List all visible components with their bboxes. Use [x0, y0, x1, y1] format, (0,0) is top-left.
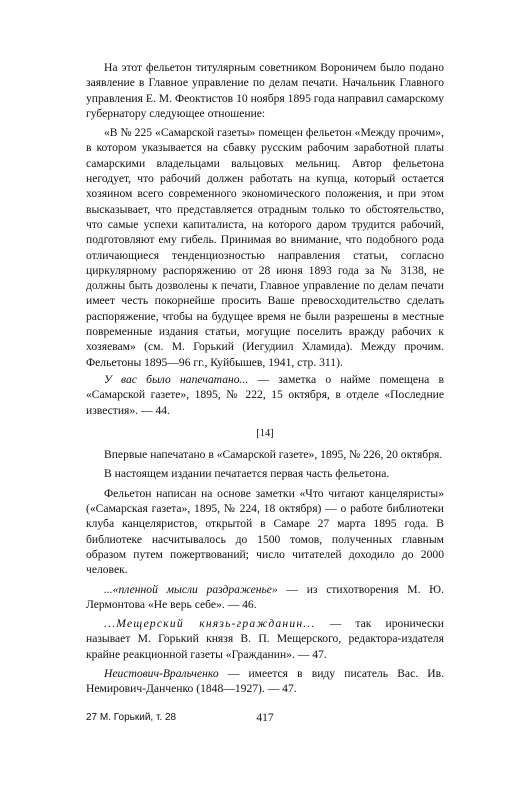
- note-term: ...Мещерский князь-гражданин...: [104, 617, 316, 631]
- paragraph-intro: На этот фельетон титулярным советником Вороничем было подано заявление в Главное управление по делам печати. Начальник Главного управления Е. М. Феоктистов 10 ноября 1895 года направил самарскому губернатору следующее отношение:: [86, 61, 444, 120]
- note-body: — имеется в виду писатель Вас. Ив. Немирович-Данченко (1848—1927). — 47.: [86, 666, 444, 696]
- note-term: Неистович-Вральченко: [104, 666, 219, 680]
- note-term: ...«пленной мысли раздраженье»: [104, 582, 278, 596]
- section-number: [14]: [256, 427, 274, 439]
- page-number: 417: [256, 712, 274, 724]
- note-body: — так иронически называет М. Горький князя В. П. Мещерского, редактора-издателя крайне реакционной газеты «Гражданин». — 47.: [86, 617, 444, 661]
- note-term: У вас было напечатано...: [104, 372, 249, 386]
- paragraph-first-published: Впервые напечатано в «Самарской газете», 1895, № 226, 20 октября.: [104, 448, 443, 462]
- paragraph-note-44: [86, 372, 444, 418]
- paragraph-basis: Фельетон написан на основе заметки «Что читают канцеляристы» («Самарская газета», 1895, № 224, 18 октября) — о работе библиотеки клуба канцеляристов, открытой в Самаре 27 марта 1895 года. В библиотеке насчитывалось до 1500 томов, полученных главным образом путем пожертвований; число читателей доходило до 2000 человек.: [86, 486, 444, 577]
- page-footer: [86, 712, 444, 728]
- paragraph-quote: «В № 225 «Самарской газеты» помещен фельетон «Между прочим», в котором указывается на сбавку русским рабочим заработной платы самарскими владельцами вальцовых мельниц. Автор фельетона негодует, что рабочий должен работать на купца, который остается хозяином всего современного экономического положения, и при этом высказывает, что представляется отрадным только то обстоятельство, что самые успехи капиталиста, на которого даром трудится рабочий, подготовляют ему гибель. Принимая во внимание, что подобного рода отличающиеся тенденциозностью направления статьи, согласно циркулярному распоряжению от 28 июня 1893 года за № 3138, не должны быть дозволены к печати, Главное управление по делам печати имеет честь покорнейше просить Ваше превосходительство сделать распоряжение, чтобы на будущее время не были разрешены в местные повременные издания статьи, могущие поселить вражду рабочих к хозяевам» (см. М. Горький (Иегудиил Хламида). Между прочим. Фельетоны 1895—96 гг., Куйбышев, 1941, стр. 311).: [86, 126, 444, 369]
- notes-text: [86, 60, 444, 701]
- paragraph-note-47b: [86, 666, 444, 697]
- note-body: — заметка о найме помещена в «Самарской газете», 1895, № 222, 15 октября, в отделе «Последние известия». — 44.: [86, 372, 445, 417]
- paragraph-note-47a: [86, 616, 444, 662]
- signature-mark: 27 М. Горький, т. 28: [86, 712, 177, 723]
- paragraph-note-46: [86, 582, 444, 613]
- paragraph-edition-note: В настоящем издании печатается первая часть фельетона.: [104, 467, 390, 481]
- note-body: — из стихотворения М. Ю. Лермонтова «Не верь себе». — 46.: [86, 582, 444, 611]
